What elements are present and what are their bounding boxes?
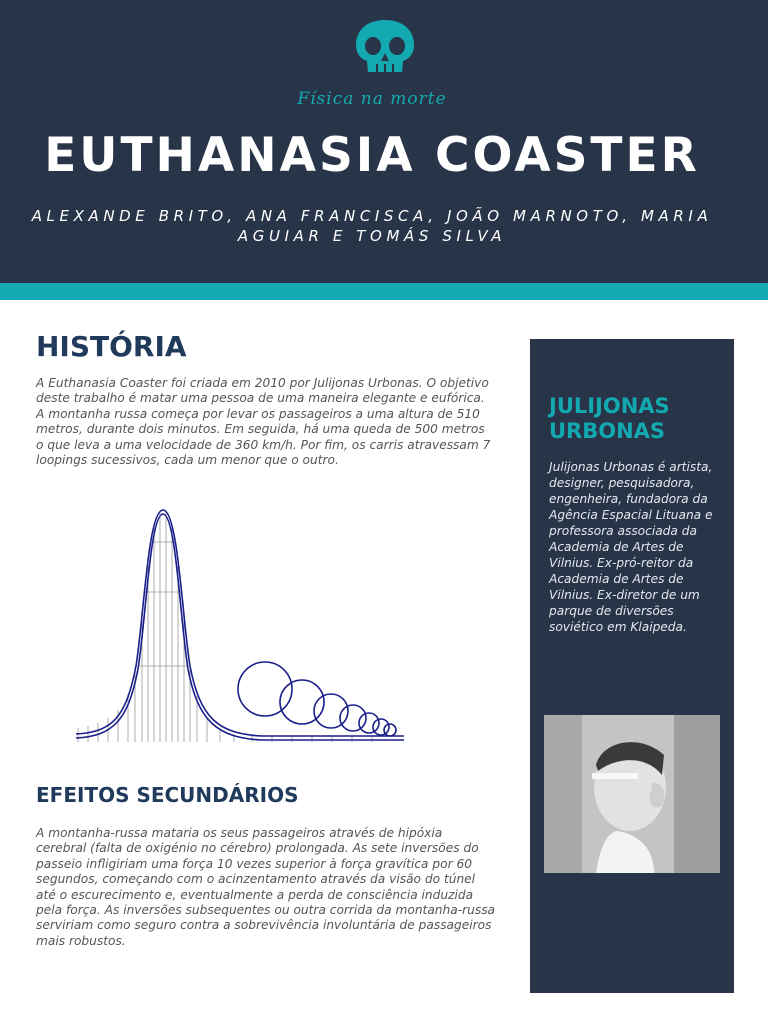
page-title: EUTHANASIA COASTER — [44, 128, 700, 183]
sidebar-panel — [530, 339, 734, 993]
subtitle: Física na morte — [297, 89, 447, 109]
portrait-photo — [544, 715, 720, 873]
efeitos-text: A montanha-russa mataria os seus passageiros através de hipóxia cerebral (falta de oxigénio no cérebro) prolongada. As sete inversões do passeio infligiriam uma força 10 vezes superior à força gravítica por 60 segundos, começando com o acinzentamento através da visão do túnel até o escurecimento e, eventualmente a perda de consciência induzida pela força. As inversões subsequentes ou outra corrida da montanha-russa serviriam como seguro contra a sobrevivência involuntária de passageiros mais robustos. — [36, 826, 496, 948]
teal-divider — [0, 283, 768, 300]
historia-heading: HISTÓRIA — [36, 330, 187, 363]
efeitos-heading: EFEITOS SECUNDÁRIOS — [36, 783, 299, 807]
sidebar-bio: Julijonas Urbonas é artista, designer, pesquisadora, engenheira, fundadora da Agência Espacial Lituana e professora associada da Academia de Artes de Vilnius. Ex-pró-reitor da Academia de Artes de Vilnius. Ex-diretor de um parque de diversões soviético em Klaipeda. — [549, 460, 713, 634]
coaster-diagram — [72, 506, 412, 746]
authors: ALEXANDE BRITO, ANA FRANCISCA, JOÃO MARNOTO, MARIA AGUIAR E TOMÁS SILVA — [31, 207, 713, 245]
historia-text: A Euthanasia Coaster foi criada em 2010 por Julijonas Urbonas. O objetivo deste trabalho é matar uma pessoa de uma maneira elegante e eufórica. A montanha russa começa por levar os passageiros a uma altura de 510 metros, durante dois minutos. Em seguida, há uma queda de 500 metros o que leva a uma velocidade de 360 km/h. Por fim, os carris atravessam 7 loopings sucessivos, cada um menor que o outro. — [36, 376, 491, 468]
skull-icon — [352, 18, 418, 74]
sidebar-title: JULIJONAS URBONAS — [549, 394, 670, 443]
